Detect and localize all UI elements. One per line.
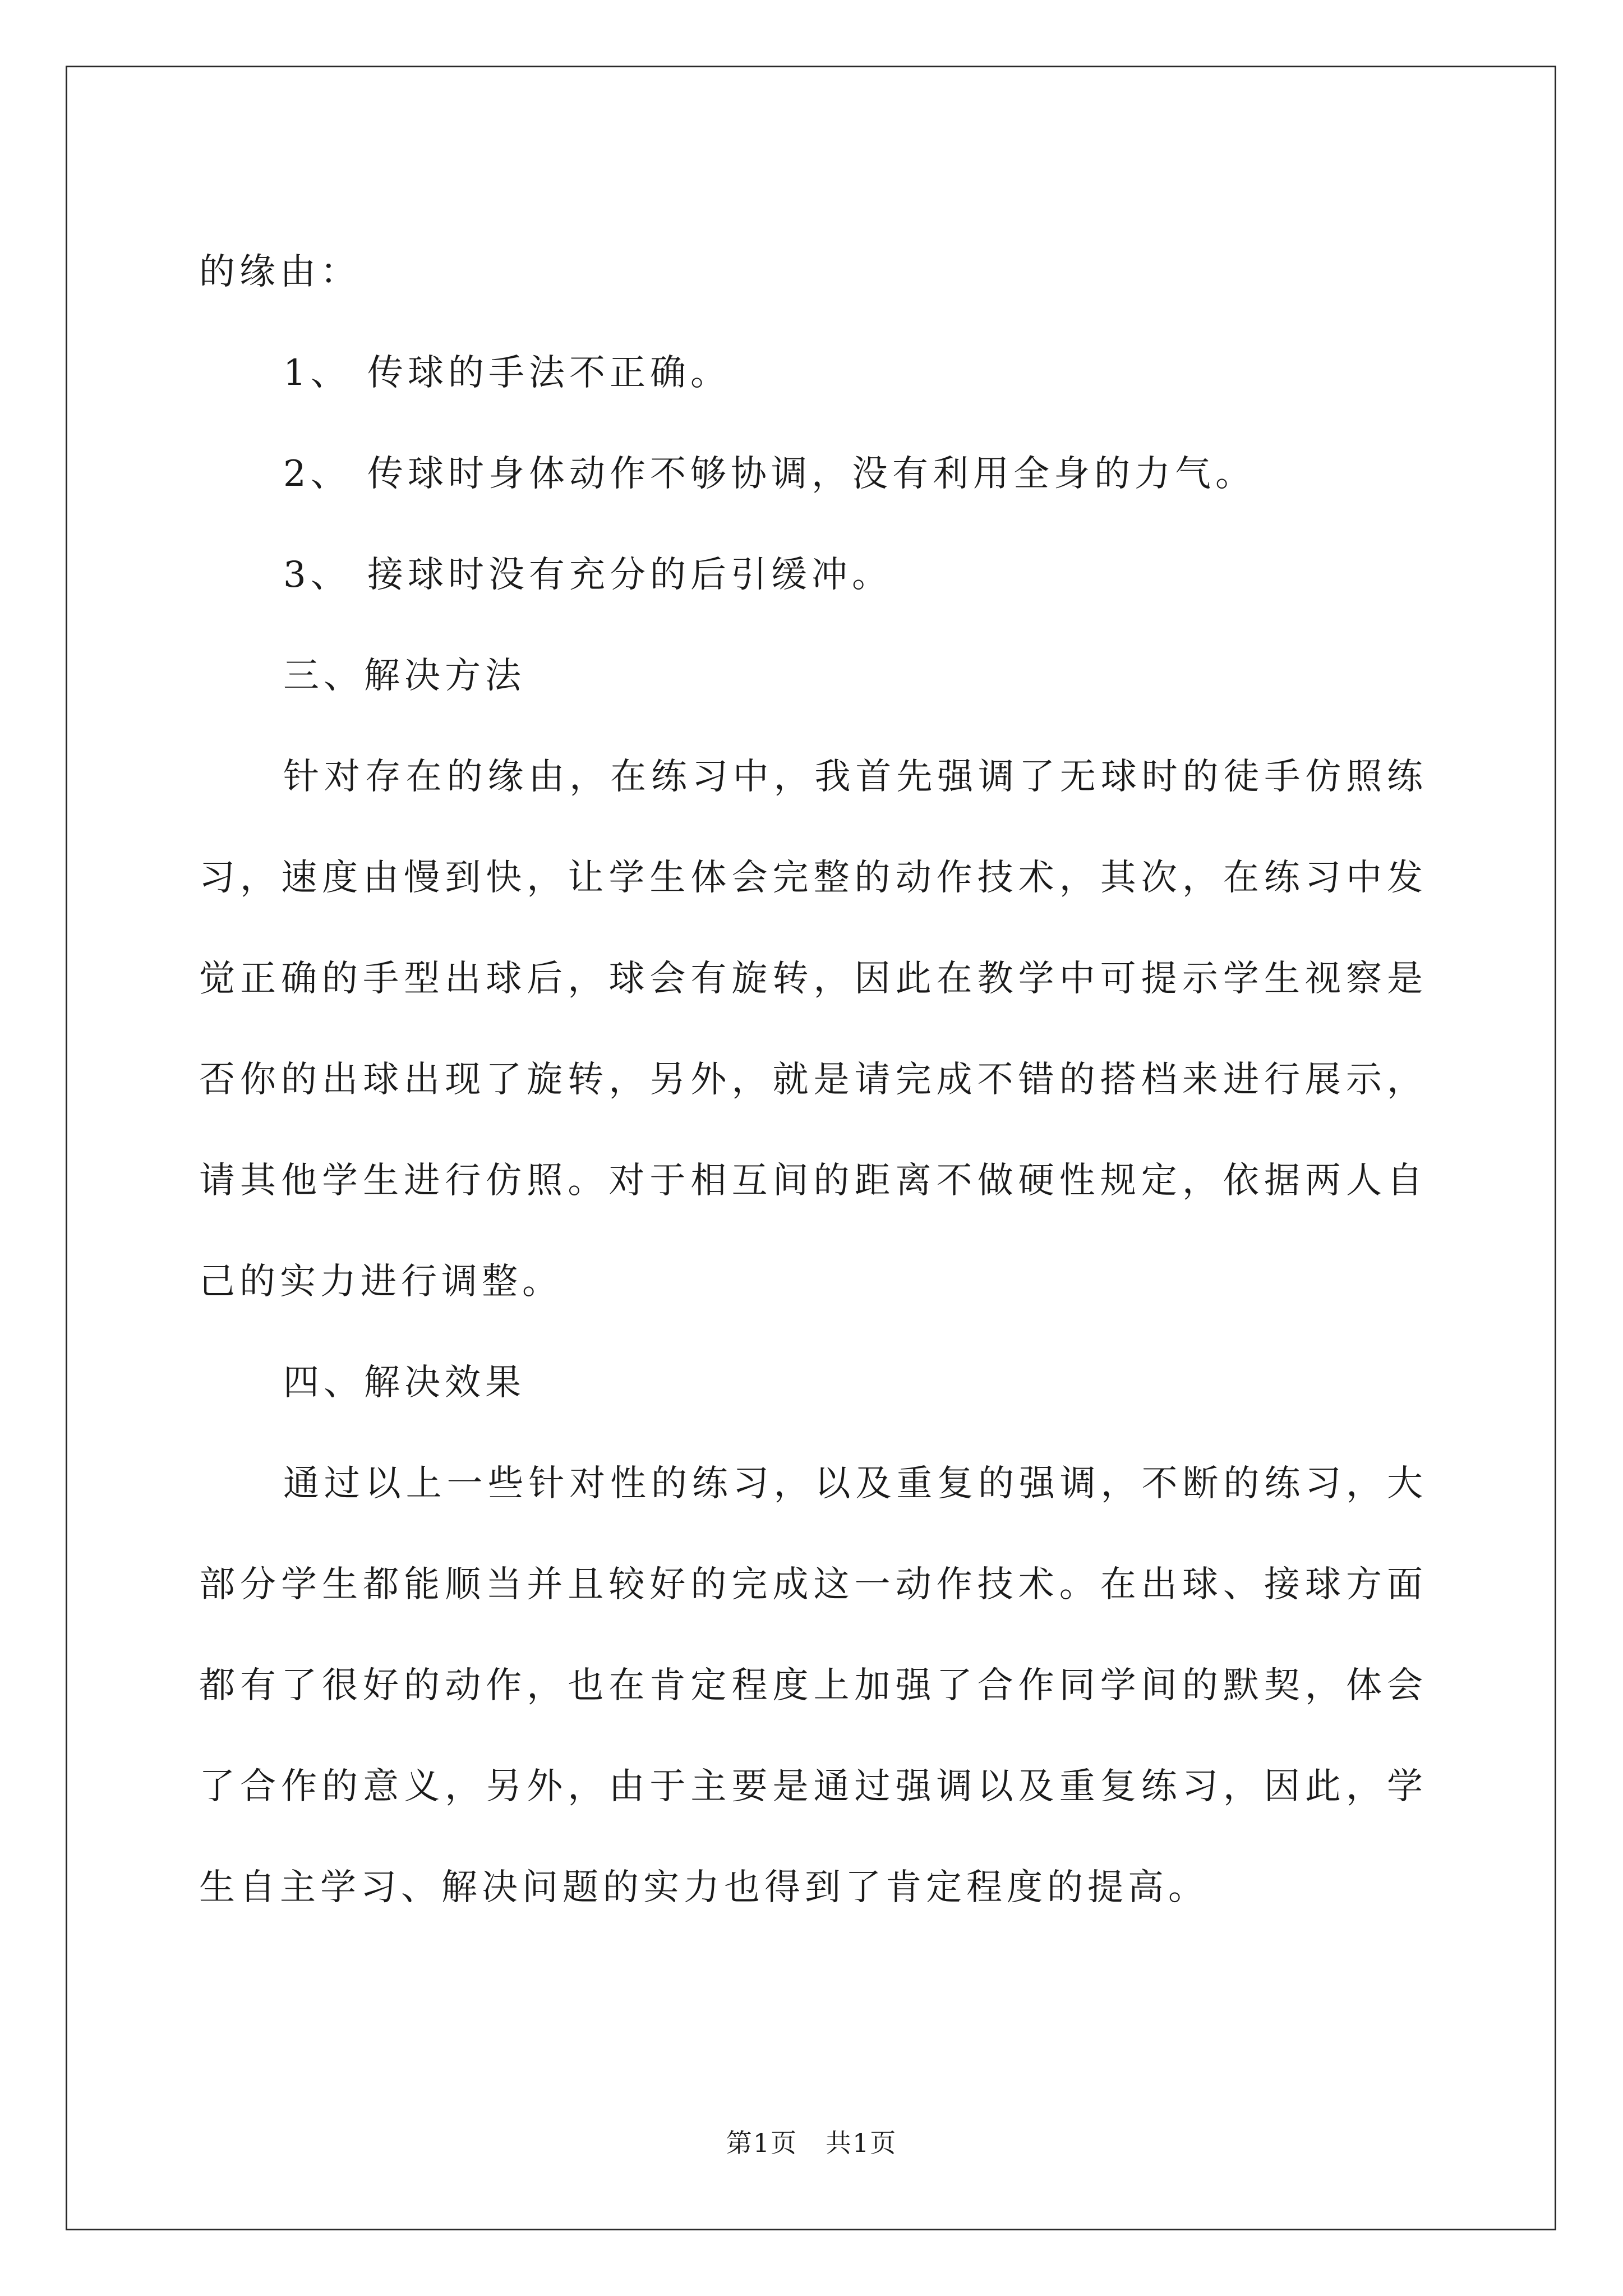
section-heading: 三、解决方法 (283, 655, 525, 697)
list-item (199, 424, 1427, 524)
list-item-number: 3、 (283, 554, 351, 596)
section-heading: 四、解决效果 (283, 1362, 525, 1404)
list-item-text: 传球时身体动作不够协调，没有利用全身的力气。 (367, 453, 1256, 495)
document-body (199, 222, 1427, 1938)
list-item-number: 2、 (283, 453, 351, 495)
list-item-text: 传球的手法不正确。 (367, 352, 731, 394)
list-item-text: 接球时没有充分的后引缓冲。 (367, 554, 892, 596)
page-number: 第1页 (726, 2128, 797, 2158)
body-paragraph: 针对存在的缘由，在练习中，我首先强调了无球时的徒手仿照练习，速度由慢到快，让学生体会完整的动作技术，其次，在练习中发觉正确的手型出球后，球会有旋转，因此在教学中可提示学生视察是否你的出球出现了旋转，另外，就是请完成不错的搭档来进行展示，请其他学生进行仿照。对于相互间的距离不做硬性规定，依据两人自己的实力进行调整。 (199, 756, 1427, 1303)
list-item (199, 323, 1427, 424)
page-footer (0, 2126, 1623, 2160)
continuation-paragraph: 的缘由： (199, 251, 361, 293)
page-total: 共1页 (826, 2128, 897, 2158)
list-item (199, 524, 1427, 625)
body-paragraph: 通过以上一些针对性的练习，以及重复的强调，不断的练习，大部分学生都能顺当并且较好的完成这一动作技术。在出球、接球方面都有了很好的动作，也在肯定程度上加强了合作同学间的默契，体会了合作的意义，另外，由于主要是通过强调以及重复练习，因此，学生自主学习、解决问题的实力也得到了肯定程度的提高。 (199, 1463, 1427, 1908)
list-item-number: 1、 (283, 352, 351, 394)
